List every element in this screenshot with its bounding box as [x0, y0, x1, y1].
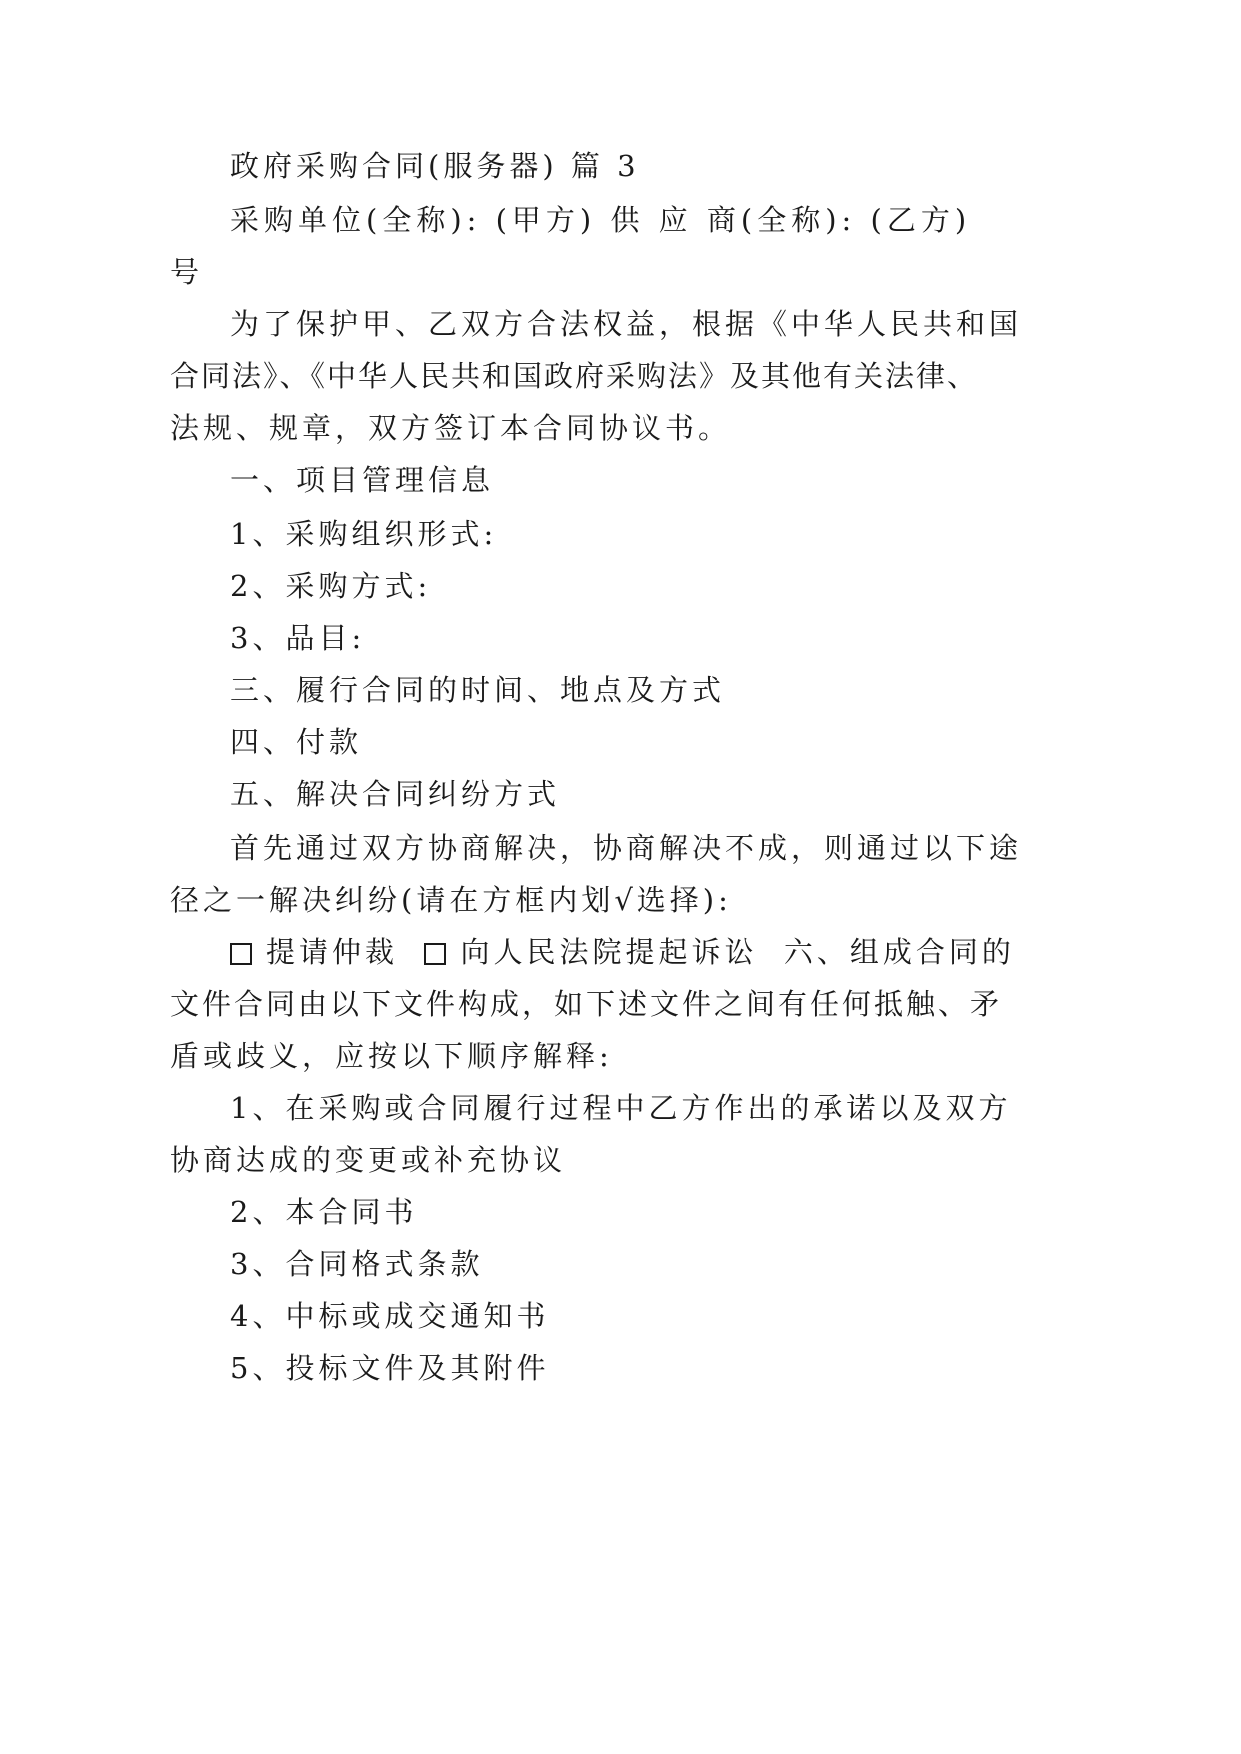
parties-line: 采购单位(全称): (甲方) 供 应 商(全称): (乙方) [230, 203, 972, 237]
document-title: 政府采购合同(服务器) 篇 3 [230, 149, 640, 183]
section-1-heading: 一、项目管理信息 [230, 463, 495, 497]
section-1-item-2: 2、采购方式: [230, 569, 432, 603]
lawsuit-option-label: 向人民法院提起诉讼 [460, 935, 758, 969]
section-1-item-1: 1、采购组织形式: [230, 517, 498, 551]
section-6-item-1-line-1: 1、在采购或合同履行过程中乙方作出的承诺以及双方 [230, 1091, 1012, 1125]
section-4-heading: 四、付款 [230, 725, 363, 759]
lawsuit-checkbox[interactable] [424, 943, 446, 965]
intro-paragraph-line-1: 为了保护甲、乙双方合法权益，根据《中华人民共和国 [230, 307, 1023, 341]
intro-paragraph-line-3: 法规、规章，双方签订本合同协议书。 [170, 411, 732, 445]
intro-paragraph-line-2: 合同法》、《中华人民共和国政府采购法》及其他有关法律、 [170, 359, 979, 393]
arbitration-option-label: 提请仲裁 [266, 935, 399, 969]
section-6-item-3: 3、合同格式条款 [230, 1247, 484, 1281]
section-6-paragraph-line-2: 盾或歧义，应按以下顺序解释: [170, 1039, 613, 1073]
section-5-paragraph-line-2: 径之一解决纠纷(请在方框内划√选择): [170, 883, 732, 917]
section-6-item-5: 5、投标文件及其附件 [230, 1351, 550, 1385]
parties-line-continued: 号 [170, 255, 204, 289]
section-1-item-3: 3、品目: [230, 621, 366, 655]
section-6-paragraph-line-1: 文件合同由以下文件构成，如下述文件之间有任何抵触、矛 [170, 987, 1003, 1021]
section-6-heading: 六、组成合同的 [783, 935, 1015, 969]
section-6-item-1-line-2: 协商达成的变更或补充协议 [170, 1143, 567, 1177]
arbitration-checkbox[interactable] [230, 943, 252, 965]
section-5-paragraph-line-1: 首先通过双方协商解决，协商解决不成，则通过以下途 [230, 831, 1023, 865]
dispute-options-line [230, 932, 1015, 972]
section-3-heading: 三、履行合同的时间、地点及方式 [230, 673, 726, 707]
section-5-heading: 五、解决合同纠纷方式 [230, 777, 561, 811]
section-6-item-4: 4、中标或成交通知书 [230, 1299, 550, 1333]
section-6-item-2: 2、本合同书 [230, 1195, 418, 1229]
